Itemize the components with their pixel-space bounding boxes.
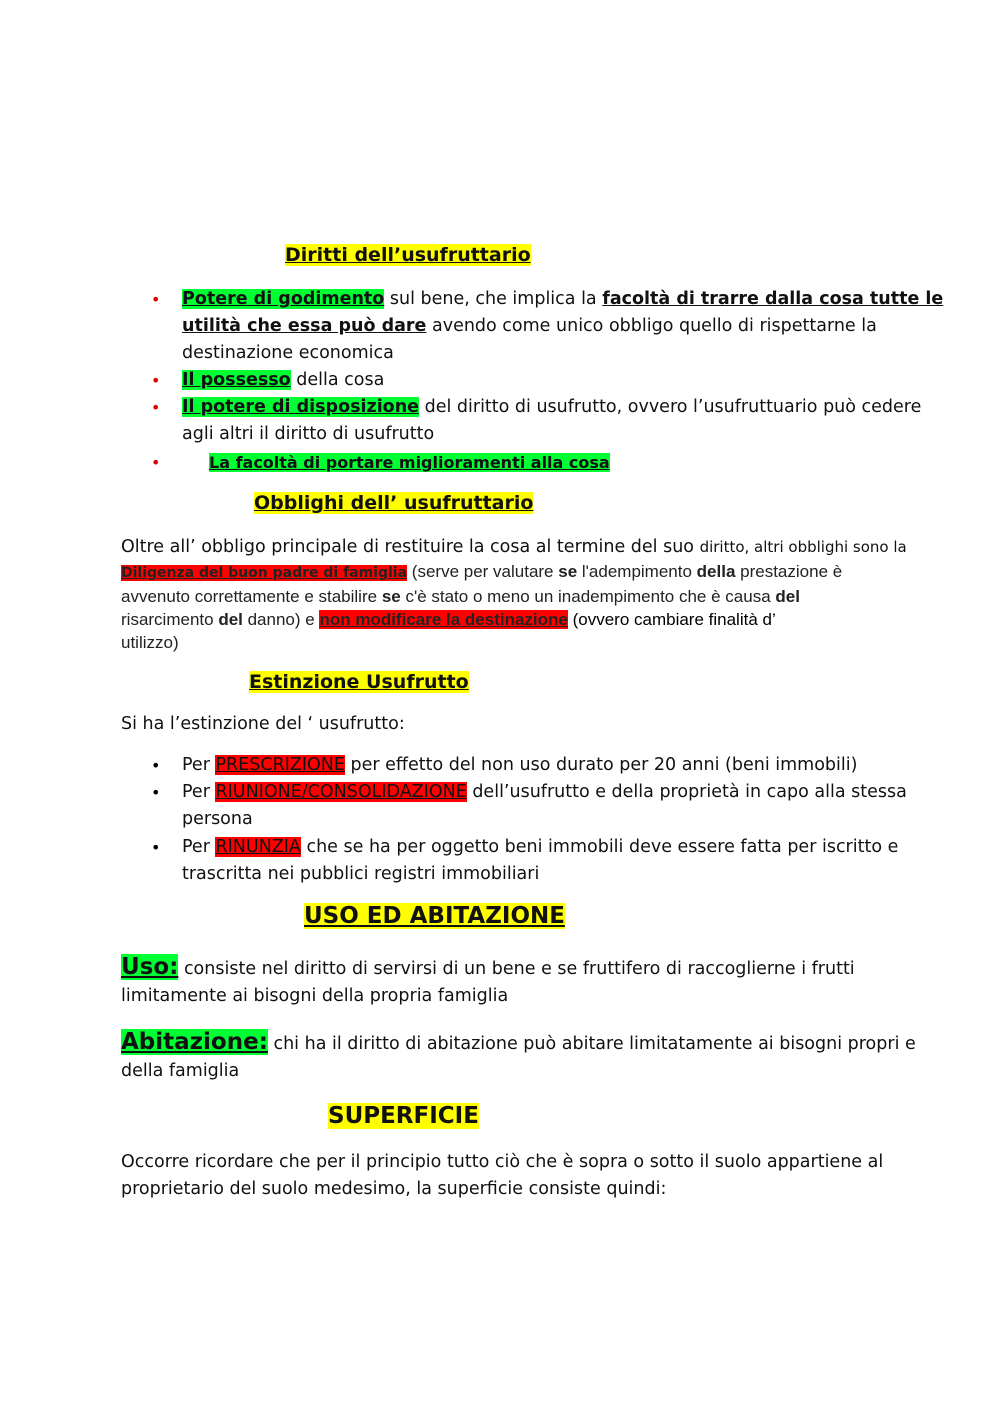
heading-obblighi: Obblighi dell’ usufruttario — [254, 492, 534, 514]
estinzione-item-1: Per PRESCRIZIONE per effetto del non uso durato per 20 anni (beni immobili) — [182, 755, 858, 775]
diritti-item-2: Il possesso della cosa — [182, 370, 385, 390]
bullet: • — [151, 783, 161, 802]
bullet: • — [151, 290, 161, 309]
bullet: • — [151, 371, 161, 390]
bullet: • — [151, 453, 161, 472]
estinzione-item-2: Per RIUNIONE/CONSOLIDAZIONE dell’usufrutto e della proprietà in capo alla stessa persona — [182, 782, 907, 829]
bullet: • — [151, 838, 161, 857]
uso-paragraph: Uso: consiste nel diritto di servirsi di un bene e se fruttifero di raccoglierne i frutti limitamente ai bisogni della propria famiglia — [121, 954, 855, 1006]
diritti-item-1: Potere di godimento sul bene, che implica la facoltà di trarre dalla cosa tutte le utilità che essa può dare avendo come unico obbligo quello di rispettarne la destinazione economica — [182, 289, 944, 363]
bullet: • — [151, 398, 161, 417]
heading-superficie: SUPERFICIE — [328, 1103, 479, 1129]
heading-diritti: Diritti dell’usufruttario — [285, 244, 531, 266]
diritti-item-4: La facoltà di portare miglioramenti alla cosa — [209, 453, 610, 472]
estinzione-item-3: Per RINUNZIA che se ha per oggetto beni immobili deve essere fatta per iscritto e trascritta nei pubblici registri immobiliari — [182, 837, 899, 884]
superficie-paragraph: Occorre ricordare che per il principio tutto ciò che è sopra o sotto il suolo appartiene al proprietario del suolo medesimo, la superficie consiste quindi: — [121, 1152, 884, 1199]
estinzione-intro: Si ha l’estinzione del ‘ usufrutto: — [121, 714, 405, 734]
abitazione-paragraph: Abitazione: chi ha il diritto di abitazione può abitare limitatamente ai bisogni propri e della famiglia — [121, 1029, 916, 1081]
obblighi-paragraph: Oltre all’ obbligo principale di restituire la cosa al termine del suo diritto, altri obblighi sono la Diligenza del buon padre di famiglia (serve per valutare se l'adempimento della prestazione è avvenuto correttamente e stabilire se c'è stato o meno un inadempimento che è causa del risarcimento del danno) e non modificare la destinazione (ovvero cambiare finalità d’ utilizzo) — [121, 537, 907, 652]
heading-estinzione: Estinzione Usufrutto — [249, 671, 469, 693]
bullet: • — [151, 756, 161, 775]
diritti-item-3: Il potere di disposizione del diritto di usufrutto, ovvero l’usufruttuario può cedere agli altri il diritto di usufrutto — [182, 397, 922, 444]
heading-uso-abitazione: USO ED ABITAZIONE — [304, 903, 565, 929]
